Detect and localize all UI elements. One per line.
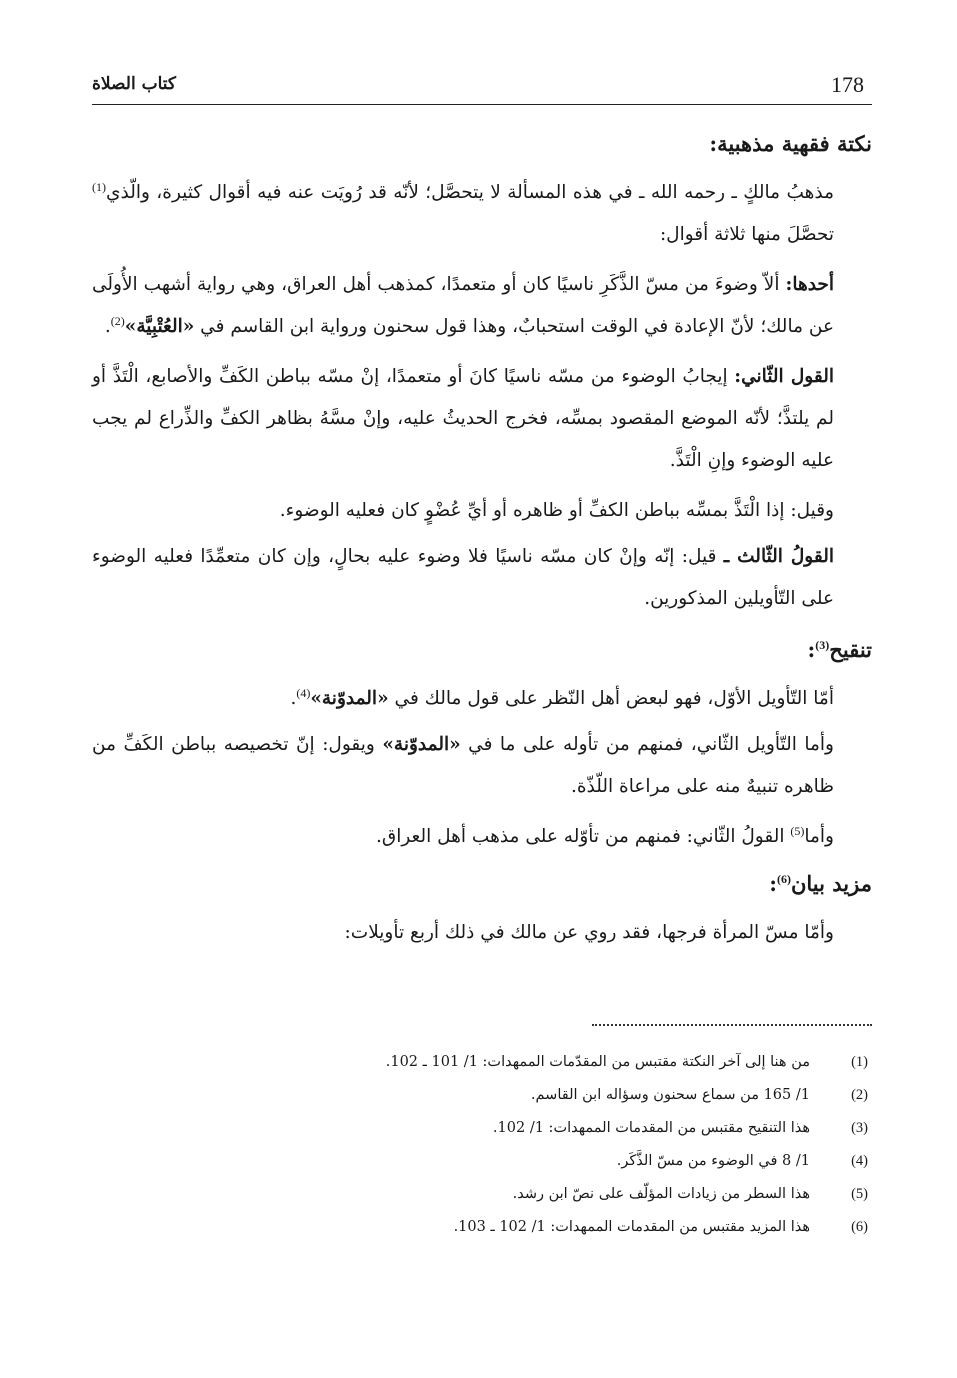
paragraph-text: مذهبُ مالكٍ ـ رحمه الله ـ في هذه المسألة لا يتحصَّل؛ لأنّه قد رُويَت عنه فيه أقوال كثيرة، والّذي: [106, 182, 834, 203]
section-heading-mazid: [92, 862, 872, 906]
paragraph-lead: القولُ الثّالث ـ: [723, 546, 834, 567]
paragraph-lead: القول الثّاني:: [734, 366, 834, 387]
paragraph-text: أمّا التّأويل الأوّل، فهو لبعض أهل النّظر على قول مالك في: [388, 688, 834, 709]
paragraph-second-interpretation: [92, 724, 872, 808]
footnote-ref[interactable]: (5): [790, 823, 805, 838]
paragraph-second-opinion: [92, 356, 872, 482]
running-title: كتاب الصلاة: [92, 74, 177, 94]
footnote-ref[interactable]: (2): [110, 313, 125, 328]
page-number: 178: [831, 72, 864, 97]
footnote-separator: [592, 1024, 872, 1026]
footnote-number: (6): [851, 1219, 868, 1235]
footnote-text: هذا السطر من زيادات المؤلّف على نصّ ابن رشد.: [512, 1186, 810, 1202]
footnote-item: [92, 1178, 872, 1211]
footnote-ref[interactable]: (1): [92, 179, 106, 194]
footnotes: [92, 1046, 872, 1244]
paragraph-text: إيجابُ الوضوء من مسّه ناسيًا كانَ أو متعمدًا، إنْ مسّه بباطن الكَفِّ والأصابع، الْتَذَّ أو لم يلتذَّ؛ لأنّه الموضع المقصود بمسِّه، فخرج الحديثُ عليه، وإنْ مسَّهُ بظاهر الكفِّ والذِّراع لم يجب عليه الوضوء وإنِ الْتَذَّ.: [92, 366, 834, 471]
footnote-item: [92, 1112, 872, 1145]
paragraph-lead: أحدها:: [785, 274, 834, 295]
footnote-text: هذا التنقيح مقتبس من المقدمات الممهدات: 1/ 102.: [492, 1120, 810, 1136]
footnote-item: [92, 1046, 872, 1079]
section-heading-nukta: نكتة فقهية مذهبية:: [709, 131, 872, 156]
paragraph-text: ألاّ وضوءَ من مسّ الذَّكَرِ ناسيًا كان أو متعمدًا، كمذهب أهل العراق، وهي رواية أشهب الأُولَى عن مالك؛ لأنّ الإعادة في الوقت استحبابٌ، وهذا قول سحنون ورواية ابن القاسم في: [92, 274, 834, 337]
book-title: «المدوّنة»: [382, 734, 461, 755]
paragraph-text: قيل: إنّه وإنْ كان مسّه ناسيًا فلا وضوء عليه بحالٍ، وإن كان متعمِّدًا فعليه الوضوء على التّأويلين المذكورين.: [92, 546, 834, 609]
footnote-number: (3): [851, 1120, 868, 1136]
paragraph-variant: وقيل: إذا الْتَذَّ بمسِّه بباطن الكفِّ أو ظاهره أو أيِّ عُضْوٍ كان فعليه الوضوء.: [279, 500, 834, 521]
footnote-number: (5): [851, 1186, 868, 1202]
paragraph-third-opinion: [92, 536, 872, 620]
paragraph-text: تحصَّلَ منها ثلاثة أقوال:: [659, 224, 834, 245]
footnote-item: [92, 1079, 872, 1112]
footnote-ref[interactable]: (3): [815, 638, 830, 652]
paragraph-text: وأما التّأويل الثّاني، فمنهم من تأوله على ما في: [460, 734, 834, 755]
footnote-text: من هنا إلى آخر النكتة مقتبس من المقدّمات الممهدات: 1/ 101 ـ 102.: [385, 1054, 810, 1070]
footnote-text: 1/ 165 من سماع سحنون وسؤاله ابن القاسم.: [530, 1087, 810, 1103]
section-heading-tanqih: [92, 628, 872, 672]
footnote-ref[interactable]: (6): [776, 872, 791, 886]
heading-text: تنقيح: [829, 637, 872, 662]
heading-colon: :: [769, 871, 777, 896]
paragraph-first-interpretation: [92, 678, 872, 720]
book-title: «المدوّنة»: [310, 688, 389, 709]
paragraph-text: وأما: [804, 826, 834, 847]
book-title: «العُتْبِيَّة»: [124, 316, 195, 337]
footnote-ref[interactable]: (4): [296, 685, 311, 700]
heading-colon: :: [807, 637, 816, 662]
heading-text: مزيد بيان: [790, 871, 872, 896]
paragraph-first-opinion: [92, 264, 872, 348]
footnote-item: [92, 1211, 872, 1244]
footnote-item: [92, 1145, 872, 1178]
running-head: [92, 70, 872, 105]
paragraph-text: .: [104, 316, 111, 337]
body-text: [92, 122, 872, 962]
footnote-text: 1/ 8 في الوضوء من مسّ الذَّكَر.: [616, 1153, 810, 1169]
paragraph-intro: [92, 172, 872, 256]
paragraph-woman-touch: وأمّا مسّ المرأة فرجها، فقد روي عن مالك في ذلك أربع تأويلات:: [344, 922, 834, 943]
paragraph-text: ويقول: إنّ تخصيصه بباطن الكَفِّ من ظاهره تنبيهٌ منه على مراعاة اللّذّة.: [92, 734, 834, 797]
paragraph-text: القولُ الثّاني: فمنهم من تأوّله على مذهب أهل العراق.: [375, 826, 791, 847]
footnote-number: (2): [851, 1087, 868, 1103]
paragraph-second-opinion-note: [92, 816, 872, 858]
footnote-text: هذا المزيد مقتبس من المقدمات الممهدات: 1/ 102 ـ 103.: [453, 1219, 810, 1235]
footnote-number: (4): [851, 1153, 868, 1169]
footnote-number: (1): [851, 1054, 868, 1070]
paragraph-text: .: [290, 688, 297, 709]
page: [92, 0, 872, 1378]
